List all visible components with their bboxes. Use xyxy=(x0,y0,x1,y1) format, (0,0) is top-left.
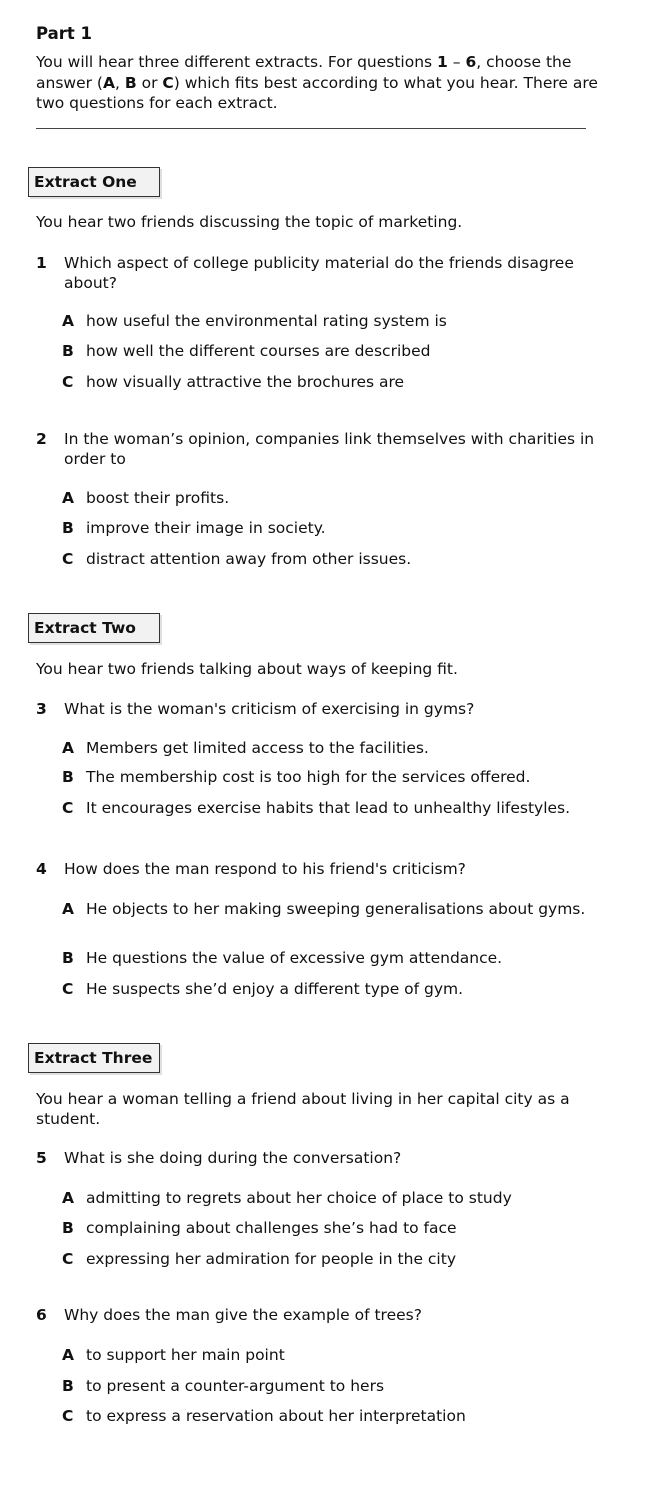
question-text: Which aspect of college publicity material do the friends disagree about? xyxy=(64,254,574,292)
question-number: 1 xyxy=(36,254,47,272)
question-6-option-c[interactable] xyxy=(62,1407,617,1427)
question-5 xyxy=(36,1149,616,1169)
question-4-option-c[interactable] xyxy=(62,980,617,1000)
option-letter: A xyxy=(62,1189,74,1207)
option-letter: A xyxy=(62,312,74,330)
option-text: boost their profits. xyxy=(86,489,230,507)
question-1 xyxy=(36,254,616,293)
option-text: complaining about challenges she’s had to face xyxy=(86,1219,457,1237)
option-letter: B xyxy=(62,768,74,786)
option-text: It encourages exercise habits that lead to unhealthy lifestyles. xyxy=(86,799,571,817)
question-2-option-b[interactable] xyxy=(62,519,617,539)
extract-three-context: You hear a woman telling a friend about living in her capital city as a student. xyxy=(36,1090,570,1128)
option-letter: B xyxy=(62,1377,74,1395)
question-text: How does the man respond to his friend's criticism? xyxy=(64,860,466,878)
question-3-option-b[interactable] xyxy=(62,768,617,788)
option-text: Members get limited access to the facilities. xyxy=(86,739,429,757)
question-number: 6 xyxy=(36,1306,47,1324)
question-number: 5 xyxy=(36,1149,47,1167)
question-text: What is the woman's criticism of exercising in gyms? xyxy=(64,700,475,718)
question-3 xyxy=(36,700,616,720)
extract-one-context: You hear two friends discussing the topic of marketing. xyxy=(36,213,463,231)
extract-one-heading: Extract One xyxy=(28,167,160,197)
option-text: to present a counter-argument to hers xyxy=(86,1377,385,1395)
question-text: What is she doing during the conversation? xyxy=(64,1149,402,1167)
option-text: to express a reservation about her interpretation xyxy=(86,1407,466,1425)
option-letter: B xyxy=(62,949,74,967)
question-6 xyxy=(36,1306,616,1326)
option-text: He objects to her making sweeping generalisations about gyms. xyxy=(86,900,586,918)
question-1-option-b[interactable] xyxy=(62,342,617,362)
option-letter: C xyxy=(62,1250,74,1268)
option-letter: C xyxy=(62,373,74,391)
option-letter: A xyxy=(62,900,74,918)
question-number: 3 xyxy=(36,700,47,718)
option-text: how visually attractive the brochures are xyxy=(86,373,405,391)
question-5-option-c[interactable] xyxy=(62,1250,617,1270)
question-6-option-b[interactable] xyxy=(62,1377,617,1397)
option-letter: C xyxy=(62,799,74,817)
option-text: He suspects she’d enjoy a different type of gym. xyxy=(86,980,464,998)
option-text: how well the different courses are described xyxy=(86,342,431,360)
question-1-option-c[interactable] xyxy=(62,373,617,393)
question-3-option-a[interactable] xyxy=(62,739,617,759)
option-letter: C xyxy=(62,980,74,998)
option-text: He questions the value of excessive gym attendance. xyxy=(86,949,503,967)
section-divider xyxy=(36,128,586,129)
question-number: 4 xyxy=(36,860,47,878)
question-5-option-a[interactable] xyxy=(62,1189,617,1209)
option-letter: A xyxy=(62,739,74,757)
option-letter: C xyxy=(62,1407,74,1425)
question-2 xyxy=(36,430,616,469)
option-letter: B xyxy=(62,519,74,537)
option-text: to support her main point xyxy=(86,1346,285,1364)
question-text: In the woman’s opinion, companies link themselves with charities in order to xyxy=(64,430,595,468)
question-number: 2 xyxy=(36,430,47,448)
option-text: expressing her admiration for people in the city xyxy=(86,1250,456,1268)
question-2-option-a[interactable] xyxy=(62,489,617,509)
extract-two-heading: Extract Two xyxy=(28,613,160,643)
question-1-option-a[interactable] xyxy=(62,312,617,332)
option-letter: C xyxy=(62,550,74,568)
question-4-option-a[interactable] xyxy=(62,900,617,920)
option-text: admitting to regrets about her choice of place to study xyxy=(86,1189,512,1207)
part-title: Part 1 xyxy=(36,24,93,43)
option-text: distract attention away from other issues. xyxy=(86,550,412,568)
option-letter: B xyxy=(62,1219,74,1237)
part-instructions: You will hear three different extracts. For questions 1 – 6, choose the answer (A, B or C) which fits best according to what you hear. There are two questions for each extract. xyxy=(36,53,598,112)
option-letter: B xyxy=(62,342,74,360)
option-text: how useful the environmental rating system is xyxy=(86,312,447,330)
question-3-option-c[interactable] xyxy=(62,799,617,819)
option-text: The membership cost is too high for the services offered. xyxy=(86,768,531,786)
question-2-option-c[interactable] xyxy=(62,550,617,570)
question-6-option-a[interactable] xyxy=(62,1346,617,1366)
option-letter: A xyxy=(62,489,74,507)
question-text: Why does the man give the example of trees? xyxy=(64,1306,422,1324)
extract-two-context: You hear two friends talking about ways of keeping fit. xyxy=(36,660,458,678)
question-4-option-b[interactable] xyxy=(62,949,617,969)
option-letter: A xyxy=(62,1346,74,1364)
question-4 xyxy=(36,860,616,880)
extract-three-heading: Extract Three xyxy=(28,1043,160,1073)
option-text: improve their image in society. xyxy=(86,519,326,537)
question-5-option-b[interactable] xyxy=(62,1219,617,1239)
